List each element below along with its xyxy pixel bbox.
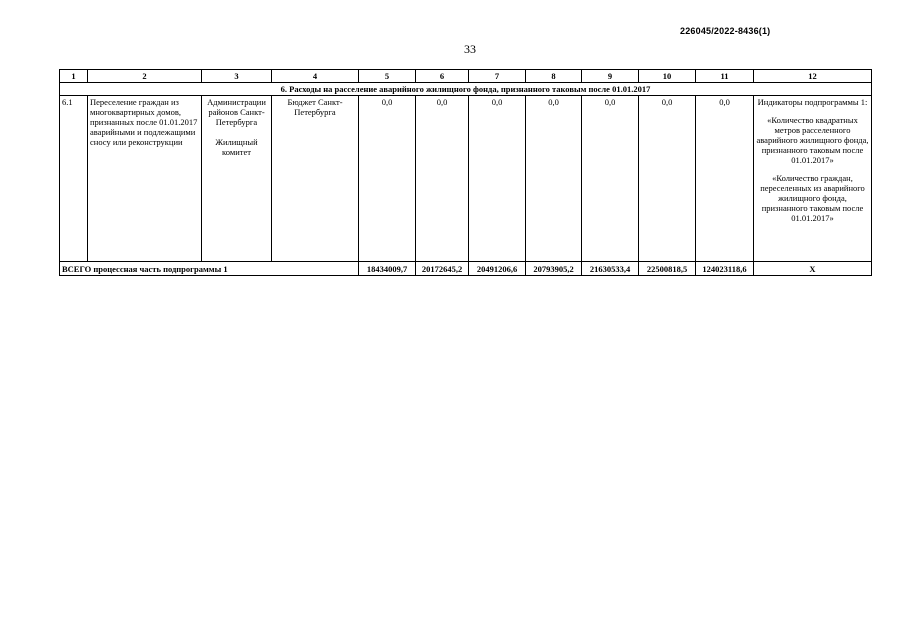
column-header: 1 bbox=[60, 70, 88, 83]
page-number: 33 bbox=[464, 42, 476, 56]
total-value: 22500818,5 bbox=[639, 262, 696, 276]
row-value: 0,0 bbox=[359, 96, 416, 262]
row-source: Бюджет Санкт-Петербурга bbox=[272, 96, 359, 262]
total-value: 20491206,6 bbox=[469, 262, 526, 276]
column-header: 2 bbox=[88, 70, 202, 83]
row-value: 0,0 bbox=[526, 96, 582, 262]
row-executors bbox=[202, 96, 272, 262]
row-value: 0,0 bbox=[416, 96, 469, 262]
total-value: 20793905,2 bbox=[526, 262, 582, 276]
row-indicators bbox=[754, 96, 872, 262]
executor-1: Администрации районов Санкт-Петербурга bbox=[207, 97, 266, 127]
column-number-row bbox=[60, 70, 872, 83]
column-header: 12 bbox=[754, 70, 872, 83]
total-value: 124023118,6 bbox=[696, 262, 754, 276]
total-value: 21630533,4 bbox=[582, 262, 639, 276]
column-header: 10 bbox=[639, 70, 696, 83]
document-id: 226045/2022-8436(1) bbox=[680, 26, 771, 36]
column-header: 4 bbox=[272, 70, 359, 83]
column-header: 8 bbox=[526, 70, 582, 83]
executor-2: Жилищный комитет bbox=[215, 137, 258, 157]
column-header: 3 bbox=[202, 70, 272, 83]
row-number: 6.1 bbox=[60, 96, 88, 262]
section-title: 6. Расходы на расселение аварийного жилищного фонда, признанного таковым после 01.01.2017 bbox=[60, 83, 872, 96]
section-row bbox=[60, 83, 872, 96]
row-value: 0,0 bbox=[582, 96, 639, 262]
column-header: 7 bbox=[469, 70, 526, 83]
total-last: X bbox=[754, 262, 872, 276]
row-name: Переселение граждан из многоквартирных домов, признанных после 01.01.2017 аварийными и подлежащими сносу или реконструкции bbox=[88, 96, 202, 262]
total-value: 20172645,2 bbox=[416, 262, 469, 276]
program-table bbox=[59, 69, 872, 276]
column-header: 5 bbox=[359, 70, 416, 83]
indicator-1: «Количество квадратных метров расселенного аварийного жилищного фонда, признанного таковым после 01.01.2017» bbox=[756, 115, 869, 165]
column-header: 11 bbox=[696, 70, 754, 83]
row-value: 0,0 bbox=[639, 96, 696, 262]
column-header: 9 bbox=[582, 70, 639, 83]
row-value: 0,0 bbox=[469, 96, 526, 262]
column-header: 6 bbox=[416, 70, 469, 83]
total-value: 18434009,7 bbox=[359, 262, 416, 276]
total-row bbox=[60, 262, 872, 276]
total-label: ВСЕГО процессная часть подпрограммы 1 bbox=[60, 262, 359, 276]
table-row bbox=[60, 96, 872, 262]
row-value: 0,0 bbox=[696, 96, 754, 262]
indicators-title: Индикаторы подпрограммы 1: bbox=[757, 97, 868, 107]
indicator-2: «Количество граждан, переселенных из аварийного жилищного фонда, признанного таковым после 01.01.2017» bbox=[760, 173, 865, 223]
